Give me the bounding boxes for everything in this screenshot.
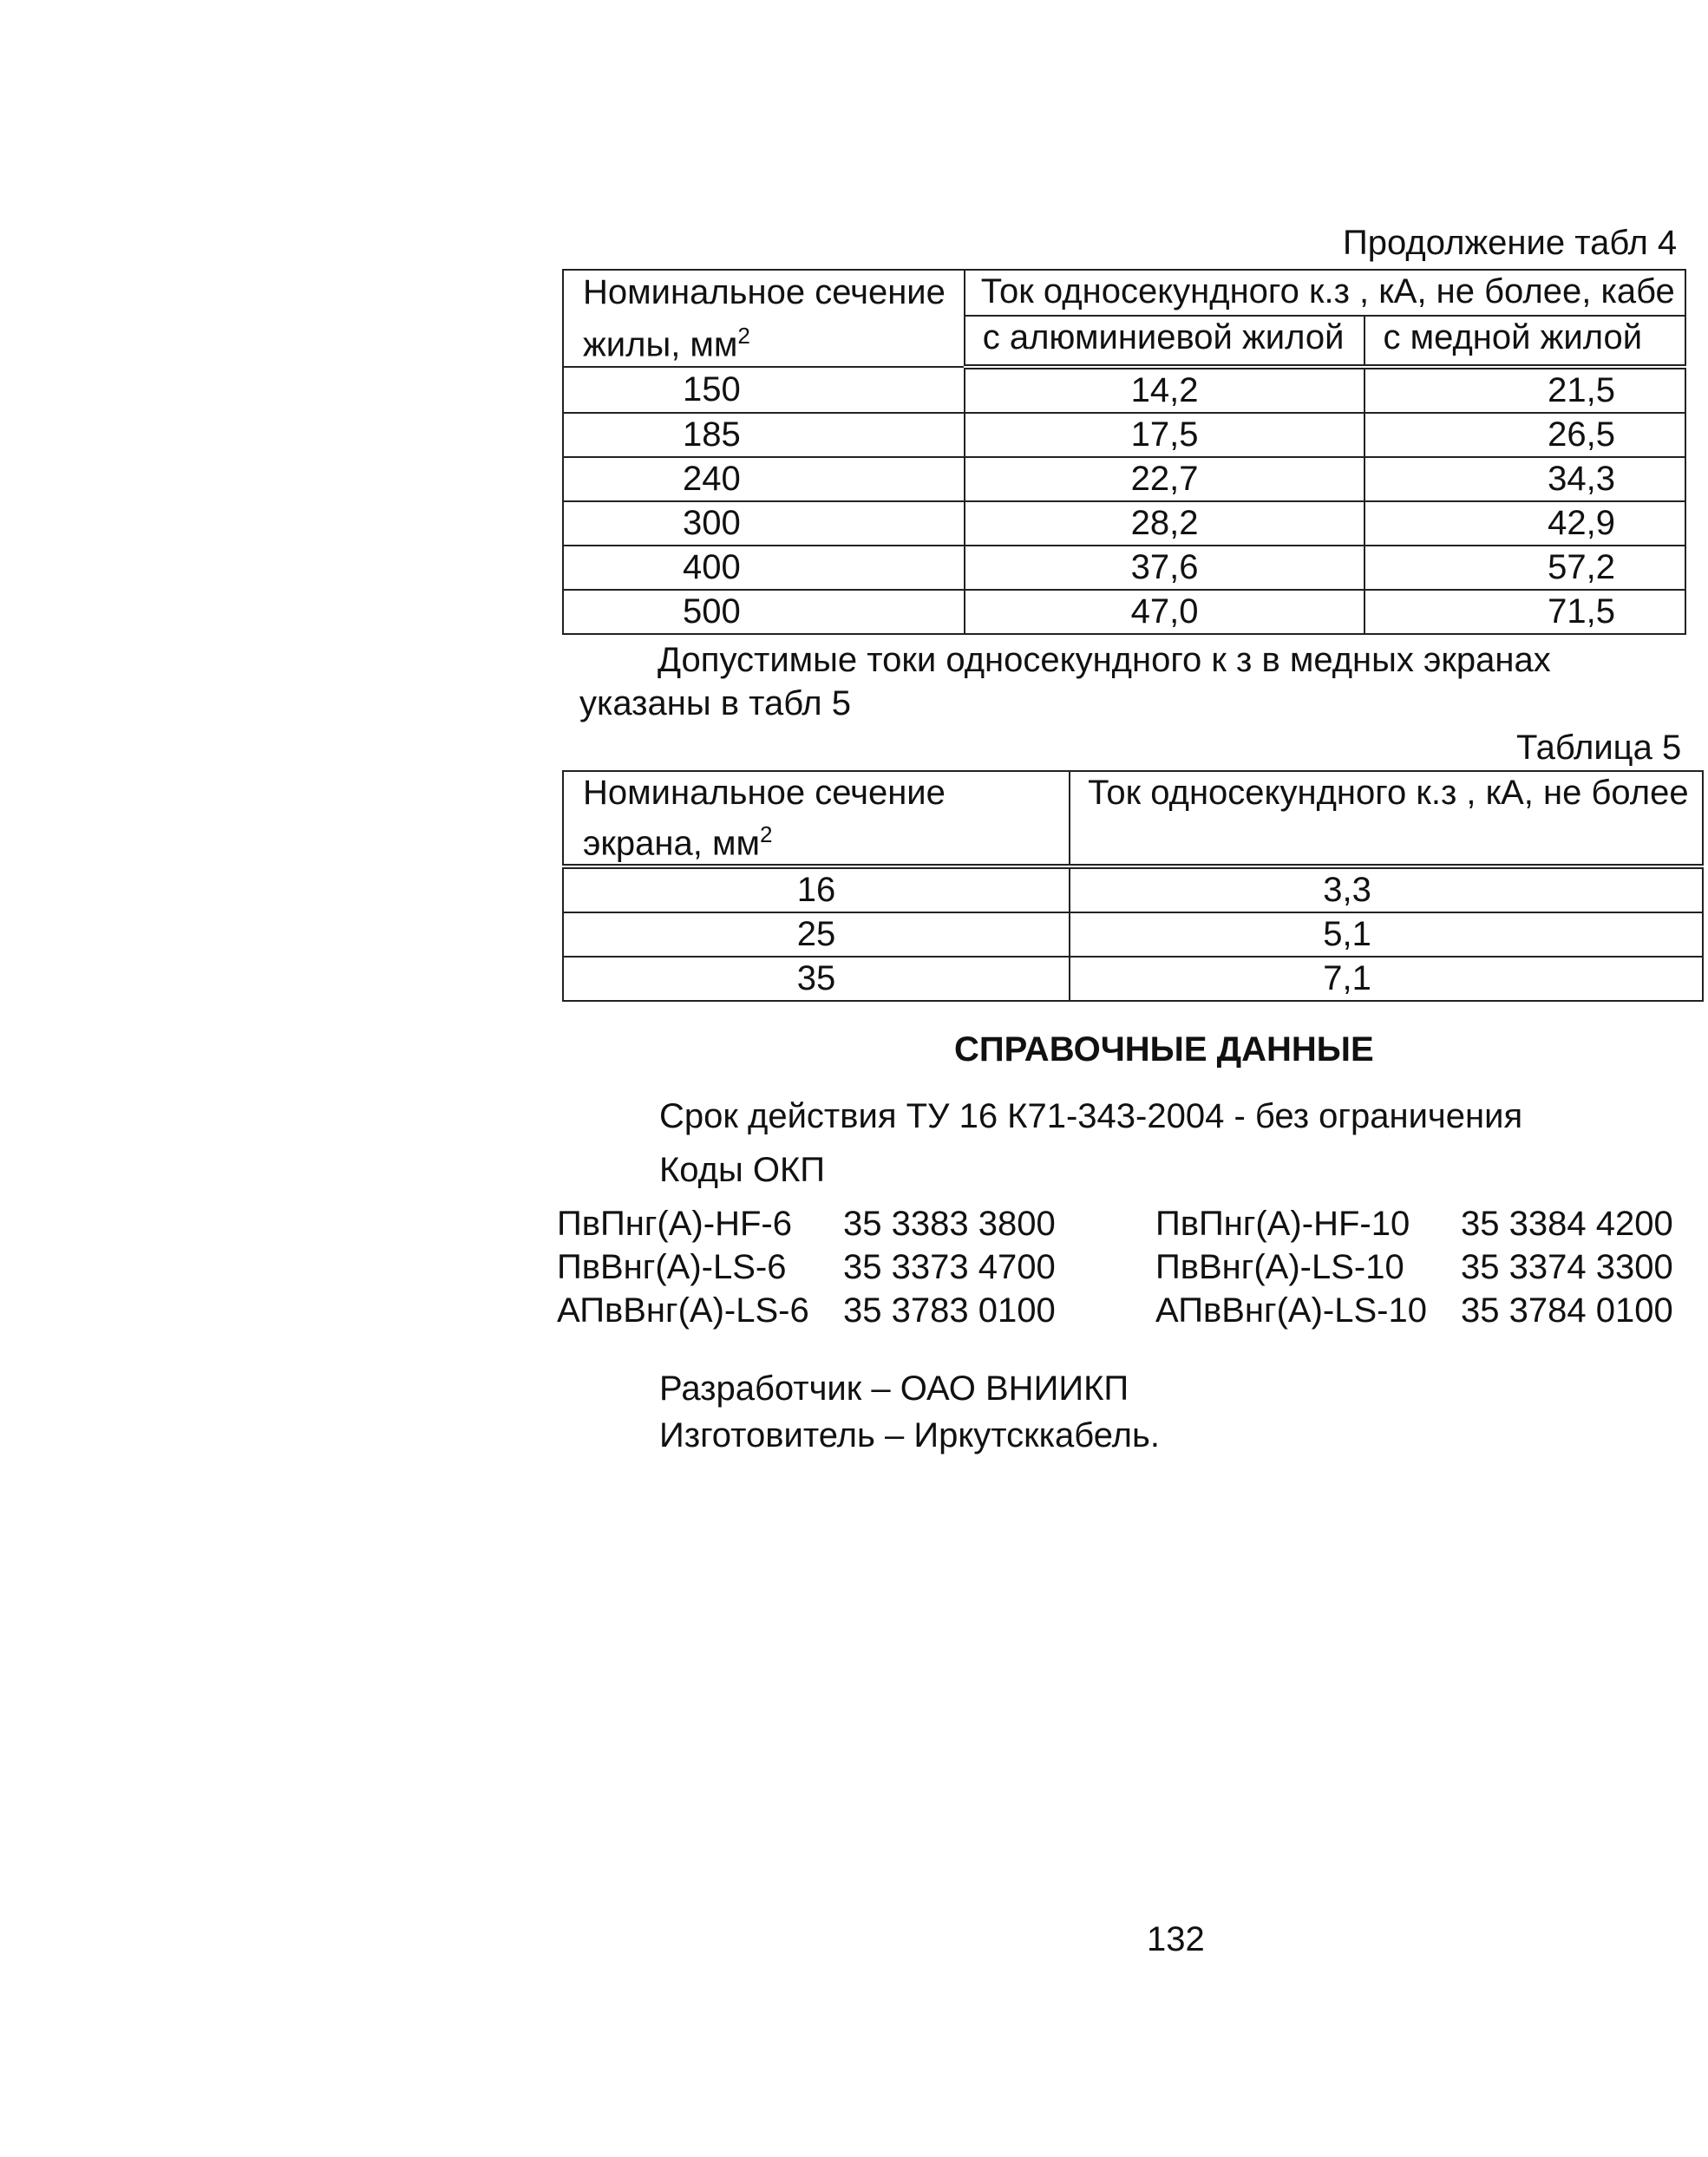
table4-caption: Продолжение табл 4	[1343, 224, 1678, 262]
table4-copper-cell: 42,9	[1364, 501, 1685, 546]
developer-text: Разработчик – ОАО ВНИИКП	[659, 1369, 1129, 1408]
table4-section-cell: 500	[563, 590, 965, 634]
okp-product-name: ПвВнг(А)-LS-6	[557, 1248, 787, 1286]
list-item	[557, 1202, 1686, 1245]
table4-aluminium-cell: 37,6	[965, 546, 1365, 590]
table4-aluminium-cell: 22,7	[965, 457, 1365, 501]
table5-header-section-line1: Номинальное сечение	[583, 774, 946, 812]
table4-copper-cell: 21,5	[1364, 367, 1685, 413]
table4-copper-cell: 57,2	[1364, 546, 1685, 590]
table5-header-section-line2: экрана, мм	[583, 824, 760, 863]
table4-aluminium-cell: 28,2	[965, 501, 1365, 546]
okp-label: Коды ОКП	[659, 1151, 826, 1189]
okp-code: 35 3383 3800	[843, 1205, 1056, 1243]
table4-section-cell: 400	[563, 546, 965, 590]
table-row	[563, 866, 1703, 912]
list-item	[557, 1289, 1686, 1332]
table5-current-cell: 5,1	[1070, 912, 1703, 957]
table5-current-cell: 3,3	[1070, 866, 1703, 912]
note-line-2: указаны в табл 5	[579, 684, 852, 722]
table4-section-cell: 300	[563, 501, 965, 546]
okp-code: 35 3784 0100	[1461, 1291, 1673, 1330]
table-row	[563, 957, 1703, 1001]
table5-caption: Таблица 5	[1516, 729, 1682, 767]
note-line-1: Допустимые токи односекундного к з в медных экранах	[658, 641, 1551, 679]
table-row	[563, 367, 1685, 413]
table5-section-cell: 25	[563, 912, 1070, 957]
table4-header-aluminium: с алюминиевой жилой	[965, 316, 1365, 367]
table5	[562, 770, 1704, 1002]
table4-section-cell: 240	[563, 457, 965, 501]
table4-aluminium-cell: 47,0	[965, 590, 1365, 634]
validity-text: Срок действия ТУ 16 К71-343-2004 - без ограничения	[659, 1097, 1523, 1135]
table5-header-section	[563, 771, 1070, 866]
okp-code: 35 3374 3300	[1461, 1248, 1673, 1286]
okp-code: 35 3384 4200	[1461, 1205, 1673, 1243]
table4-header-section-sup: 2	[737, 323, 750, 349]
table4-section-cell: 185	[563, 413, 965, 457]
table4-header-copper: с медной жилой	[1364, 316, 1685, 367]
table-row	[563, 501, 1685, 546]
table5-header-section-sup: 2	[759, 821, 773, 847]
table5-section-cell: 35	[563, 957, 1070, 1001]
okp-code: 35 3373 4700	[843, 1248, 1056, 1286]
table5-section-cell: 16	[563, 866, 1070, 912]
okp-product-name: ПвВнг(А)-LS-10	[1155, 1248, 1404, 1286]
okp-codes	[557, 1202, 1686, 1332]
table4-copper-cell: 71,5	[1364, 590, 1685, 634]
okp-code: 35 3783 0100	[843, 1291, 1056, 1330]
table-row	[563, 457, 1685, 501]
table4-section-cell: 150	[563, 367, 965, 413]
okp-product-name: ПвПнг(А)-HF-10	[1155, 1205, 1410, 1243]
table4-header-section-label: Номинальное сечение жилы, мм	[583, 273, 946, 364]
table4	[562, 269, 1686, 635]
table5-current-cell: 7,1	[1070, 957, 1703, 1001]
table4-header-current-group: Ток односекундного к.з , кА, не более, кабе	[965, 270, 1685, 316]
list-item	[557, 1245, 1686, 1289]
table4-header-section	[563, 270, 965, 367]
okp-product-name: АПвВнг(А)-LS-10	[1155, 1291, 1427, 1330]
manufacturer-text: Изготовитель – Иркутсккабель.	[659, 1416, 1160, 1454]
table-row	[563, 912, 1703, 957]
table4-aluminium-cell: 17,5	[965, 413, 1365, 457]
table4-copper-cell: 26,5	[1364, 413, 1685, 457]
table4-aluminium-cell: 14,2	[965, 367, 1365, 413]
table-row	[563, 413, 1685, 457]
reference-heading: СПРАВОЧНЫЕ ДАННЫЕ	[954, 1030, 1374, 1069]
table5-header-current: Ток односекундного к.з , кА, не более	[1070, 771, 1703, 866]
okp-product-name: АПвВнг(А)-LS-6	[557, 1291, 809, 1330]
table-row	[563, 546, 1685, 590]
page-number: 132	[1147, 1920, 1205, 1958]
table-row	[563, 590, 1685, 634]
table4-copper-cell: 34,3	[1364, 457, 1685, 501]
okp-product-name: ПвПнг(А)-HF-6	[557, 1205, 792, 1243]
